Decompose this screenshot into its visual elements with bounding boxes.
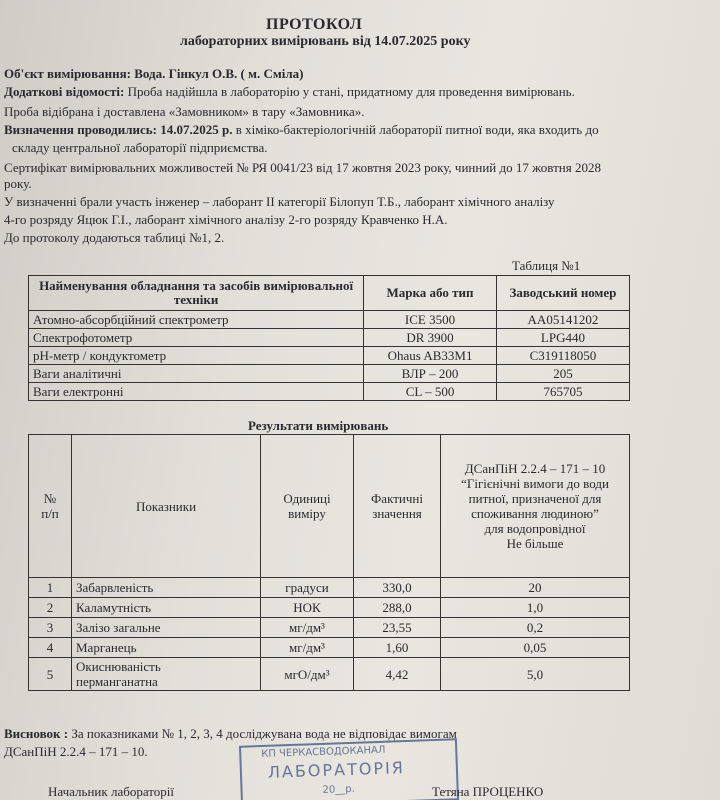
header-norm-line5: для водопровідної xyxy=(484,521,586,536)
equipment-serial: C319118050 xyxy=(496,347,629,365)
equipment-table-caption: Таблиця №1 xyxy=(512,258,581,273)
participants-line1: У визначенні брали участь інженер – лаборант ІІ категорії Білопуп Т.Б., лаборант хімічного аналізу xyxy=(4,194,555,209)
result-value: 4,42 xyxy=(354,658,441,691)
conclusion-text: За показниками № 1, 2, 3, 4 досліджувана вода не відповідає вимогам xyxy=(68,726,457,741)
results-header-row xyxy=(29,435,630,578)
result-value: 1,60 xyxy=(354,638,441,658)
table-row xyxy=(29,311,630,329)
equipment-type: DR 3900 xyxy=(364,329,497,347)
results-table xyxy=(28,434,630,691)
header-num-symbol: № xyxy=(43,491,57,506)
equipment-type: Ohaus AB33M1 xyxy=(364,347,497,365)
additional-line xyxy=(4,84,575,100)
equipment-type: CL – 500 xyxy=(364,383,497,401)
result-norm: 1,0 xyxy=(441,598,630,618)
result-unit: мг/дм³ xyxy=(261,618,354,638)
result-indicator: Забарвленість xyxy=(72,578,261,598)
table-row xyxy=(29,618,630,638)
equipment-serial: 765705 xyxy=(496,383,629,401)
header-norm-line4: споживання людиною” xyxy=(471,506,599,521)
equipment-header-serial: Заводський номер xyxy=(496,276,629,311)
stamp-line1: КП ЧЕРКАСВОДОКАНАЛ xyxy=(261,744,386,761)
conclusion-label: Висновок : xyxy=(4,726,69,741)
result-unit: мгО/дм³ xyxy=(261,658,354,691)
result-number: 2 xyxy=(29,598,72,618)
result-indicator: Залізо загальне xyxy=(72,618,261,638)
determination-line2: складу центральної лабораторії підприємства. xyxy=(12,140,268,155)
header-units-line2: виміру xyxy=(288,506,326,521)
attachments-line: До протоколу додаються таблиці №1, 2. xyxy=(4,230,225,245)
results-table-caption: Результати вимірювань xyxy=(248,418,389,433)
header-units-line1: Одиниці xyxy=(283,491,331,506)
result-norm: 0,05 xyxy=(441,638,630,658)
object-line xyxy=(4,66,303,82)
equipment-header-name: Найменування обладнання та засобів вимірювальної техніки xyxy=(29,276,364,311)
additional-label: Додаткові відомості: xyxy=(4,84,125,99)
certificate-line2: року. xyxy=(4,176,32,191)
result-norm: 5,0 xyxy=(441,658,630,691)
sample-line: Проба відібрана і доставлена «Замовником» в тару «Замовника». xyxy=(4,104,365,119)
result-number: 3 xyxy=(29,618,72,638)
equipment-header-type: Марка або тип xyxy=(364,276,497,311)
certificate-line1: Сертифікат вимірювальних можливостей № РЯ 0041/23 від 17 жовтня 2023 року, чинний до 17 жовтня 2028 xyxy=(4,160,601,175)
result-value: 330,0 xyxy=(354,578,441,598)
results-header-indicator: Показники xyxy=(72,435,261,578)
object-value: Вода. Гінкул О.В. ( м. Сміла) xyxy=(134,66,304,81)
result-unit: НОК xyxy=(261,598,354,618)
result-value: 23,55 xyxy=(354,618,441,638)
result-unit: градуси xyxy=(261,578,354,598)
equipment-type: ICE 3500 xyxy=(364,311,497,329)
results-header-number xyxy=(29,435,72,578)
header-norm-line1: ДСанПіН 2.2.4 – 171 – 10 xyxy=(464,461,606,476)
result-number: 1 xyxy=(29,578,72,598)
header-norm-line3: питної, призначеної для xyxy=(468,491,602,506)
determination-rest: в хіміко-бактеріологічній лабораторії питної води, яка входить до xyxy=(232,122,599,137)
result-norm: 20 xyxy=(441,578,630,598)
table-row xyxy=(29,638,630,658)
results-header-norm xyxy=(441,435,630,578)
equipment-name: Спектрофотометр xyxy=(29,329,364,347)
determination-label: Визначення проводились: xyxy=(4,122,157,137)
header-actual-line1: Фактичні xyxy=(371,491,423,506)
object-label: Об'єкт вимірювання: xyxy=(4,66,131,81)
stamp-line3: 20__р. xyxy=(322,783,356,796)
equipment-serial: LPG440 xyxy=(496,329,629,347)
result-indicator: Каламутність xyxy=(72,598,261,618)
participants-line2: 4-го розряду Яцюк Г.І., лаборант хімічного аналізу 2-го розряду Кравченко Н.А. xyxy=(4,212,448,227)
signature-title: Начальник лабораторії xyxy=(48,784,174,799)
equipment-serial: AA05141202 xyxy=(496,311,629,329)
header-norm-line6: Не більше xyxy=(506,536,564,551)
equipment-name: Ваги аналітичні xyxy=(29,365,364,383)
result-indicator: Марганець xyxy=(72,638,261,658)
stamp-line2: ЛАБОРАТОРІЯ xyxy=(267,758,406,782)
conclusion-line2: ДСанПіН 2.2.4 – 171 – 10. xyxy=(4,744,148,759)
result-number: 4 xyxy=(29,638,72,658)
equipment-type: ВЛР – 200 xyxy=(364,365,497,383)
determination-date: 14.07.2025 р. xyxy=(160,122,233,137)
table-row xyxy=(29,598,630,618)
results-header-actual xyxy=(354,435,441,578)
document-subtitle: лабораторних вимірювань від 14.07.2025 року xyxy=(180,34,471,49)
table-row xyxy=(29,383,630,401)
equipment-name: Атомно-абсорбційний спектрометр xyxy=(29,311,364,329)
document-title: ПРОТОКОЛ xyxy=(266,16,363,33)
result-norm: 0,2 xyxy=(441,618,630,638)
header-actual-line2: значення xyxy=(372,506,422,521)
table-row xyxy=(29,329,630,347)
table-row xyxy=(29,658,630,691)
result-number: 5 xyxy=(29,658,72,691)
result-indicator-line1: Окиснюваність xyxy=(76,659,161,674)
table-row xyxy=(29,578,630,598)
result-unit: мг/дм³ xyxy=(261,638,354,658)
equipment-header-row xyxy=(29,276,630,311)
determination-line xyxy=(4,122,599,138)
result-indicator-line2: перманганатна xyxy=(76,674,158,689)
laboratory-stamp xyxy=(239,738,459,800)
header-norm-line2: “Гігієнічні вимоги до води xyxy=(461,476,609,491)
result-indicator xyxy=(72,658,261,691)
header-num-pp: п/п xyxy=(41,506,59,521)
equipment-name: pH-метр / кондуктометр xyxy=(29,347,364,365)
equipment-table xyxy=(28,275,630,401)
results-header-units xyxy=(261,435,354,578)
additional-value: Проба надійшла в лабораторію у стані, придатному для проведення вимірювань. xyxy=(127,84,575,99)
signature-name: Тетяна ПРОЦЕНКО xyxy=(432,784,544,799)
equipment-name: Ваги електронні xyxy=(29,383,364,401)
table-row xyxy=(29,347,630,365)
table-row xyxy=(29,365,630,383)
equipment-serial: 205 xyxy=(496,365,629,383)
result-value: 288,0 xyxy=(354,598,441,618)
